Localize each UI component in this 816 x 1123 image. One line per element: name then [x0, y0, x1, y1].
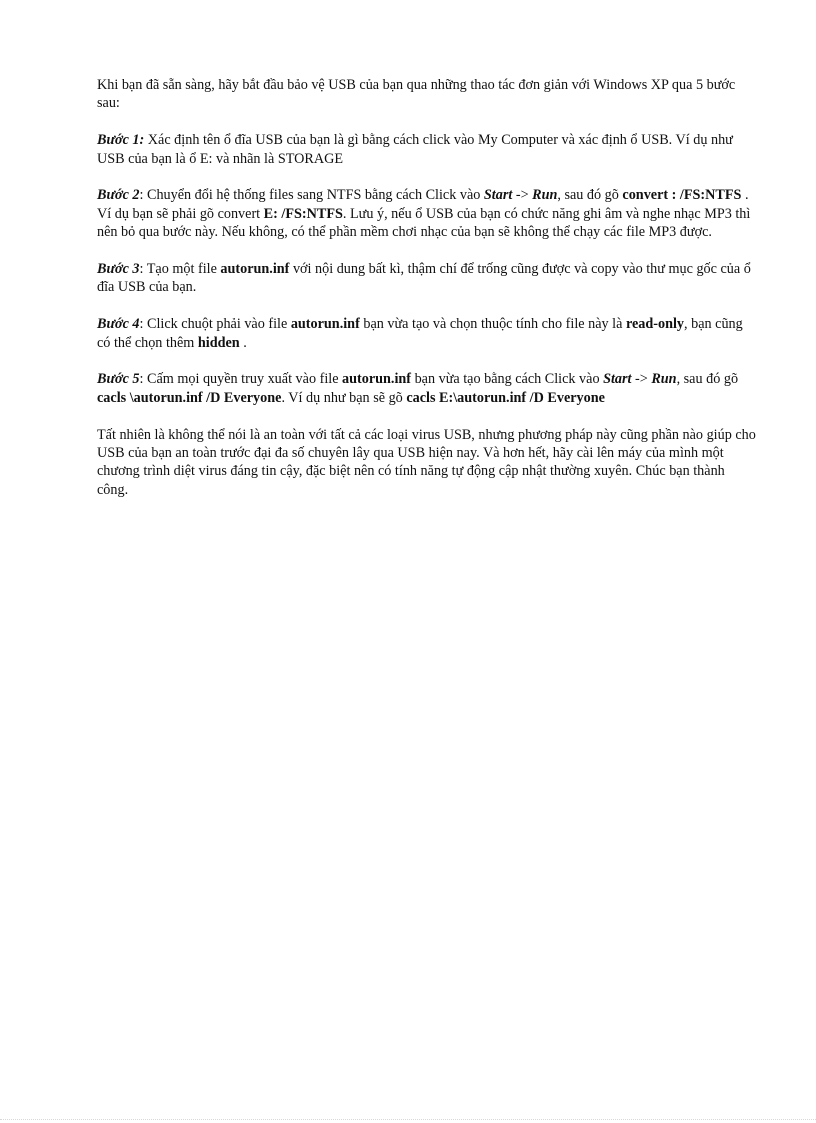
step-1-label: Bước 1:	[97, 132, 145, 149]
step-4-text-1: : Click chuột phải vào file	[139, 316, 291, 333]
step-5-text-2: bạn vừa tạo bằng cách Click vào	[411, 371, 604, 388]
page-bottom-divider	[0, 1119, 816, 1120]
step-4-text-4: .	[239, 334, 247, 351]
step-2-paragraph	[97, 186, 757, 241]
document-body	[97, 76, 757, 518]
step-4-text-2: bạn vừa tạo và chọn thuộc tính cho file này là	[359, 316, 626, 333]
step-2-command-1: convert : /FS:NTFS	[622, 187, 742, 204]
step-4-text-3: , bạn cũng có thể chọn thêm	[97, 316, 743, 351]
step-2-text-4: . Lưu ý, nếu ổ USB của bạn có chức năng ghi âm và nghe nhạc MP3 thì nên bỏ qua bước này. Nếu không, có thể phần mềm chơi nhạc của bạn sẽ không thể chạy các file MP3 được.	[97, 205, 751, 241]
step-5-run: Run	[651, 371, 677, 388]
step-4-read-only: read-only	[625, 316, 685, 333]
conclusion-paragraph	[97, 426, 757, 500]
step-5-file: autorun.inf	[342, 371, 412, 388]
conclusion-text: Tất nhiên là không thể nói là an toàn với tất cả các loại virus USB, nhưng phương pháp này cũng phần nào giúp cho USB của bạn an toàn trước đại đa số chuyên lây qua USB hiện nay. Và hơn hết, hãy cài lên máy của mình một chương trình diệt virus đáng tin cậy, đặc biệt nên có tính năng tự động cập nhật thường xuyên. Chúc bạn thành công.	[97, 426, 756, 498]
step-3-text-1: : Tạo một file	[139, 261, 221, 278]
step-4-label: Bước 4	[97, 316, 140, 333]
step-1-paragraph	[97, 131, 757, 168]
step-4-hidden: hidden	[197, 334, 240, 351]
step-3-text-2: với nội dung bất kì, thậm chí để trống cũng được và copy vào thư mục gốc của ổ đĩa USB của bạn.	[97, 261, 751, 296]
step-2-text-2: , sau đó gõ	[557, 187, 623, 204]
step-2-text-1: : Chuyển đổi hệ thống files sang NTFS bằng cách Click vào	[139, 187, 484, 204]
step-2-text-3: . Ví dụ bạn sẽ phải gõ convert	[97, 187, 749, 222]
step-5-command-1: cacls \autorun.inf /D Everyone	[97, 389, 282, 406]
step-4-paragraph	[97, 315, 757, 352]
step-4-file: autorun.inf	[290, 316, 360, 333]
step-5-command-2: cacls E:\autorun.inf /D Everyone	[406, 389, 605, 406]
step-2-command-2: E: /FS:NTFS	[263, 205, 343, 222]
step-5-text-1: : Cấm mọi quyền truy xuất vào file	[139, 371, 343, 388]
step-2-start: Start	[483, 187, 513, 204]
step-5-paragraph	[97, 370, 757, 407]
step-2-run: Run	[532, 187, 558, 204]
step-5-arrow: ->	[631, 371, 652, 388]
step-5-start: Start	[603, 371, 632, 388]
step-1-text: Xác định tên ổ đĩa USB của bạn là gì bằng cách click vào My Computer và xác định ổ USB. Ví dụ như USB của bạn là ổ E: và nhãn là STORAGE	[97, 132, 733, 167]
step-5-text-3: , sau đó gõ	[676, 371, 739, 388]
intro-paragraph	[97, 76, 757, 113]
step-3-paragraph	[97, 260, 757, 297]
intro-text: Khi bạn đã sẵn sàng, hãy bắt đầu bảo vệ USB của bạn qua những thao tác đơn giản với Windows XP qua 5 bước sau:	[97, 77, 736, 112]
step-5-label: Bước 5	[97, 371, 140, 388]
step-2-label: Bước 2	[97, 187, 140, 204]
step-3-file: autorun.inf	[220, 261, 290, 278]
step-3-label: Bước 3	[97, 261, 140, 278]
step-2-arrow: ->	[512, 187, 533, 204]
step-5-text-4: . Ví dụ như bạn sẽ gõ	[281, 389, 407, 406]
